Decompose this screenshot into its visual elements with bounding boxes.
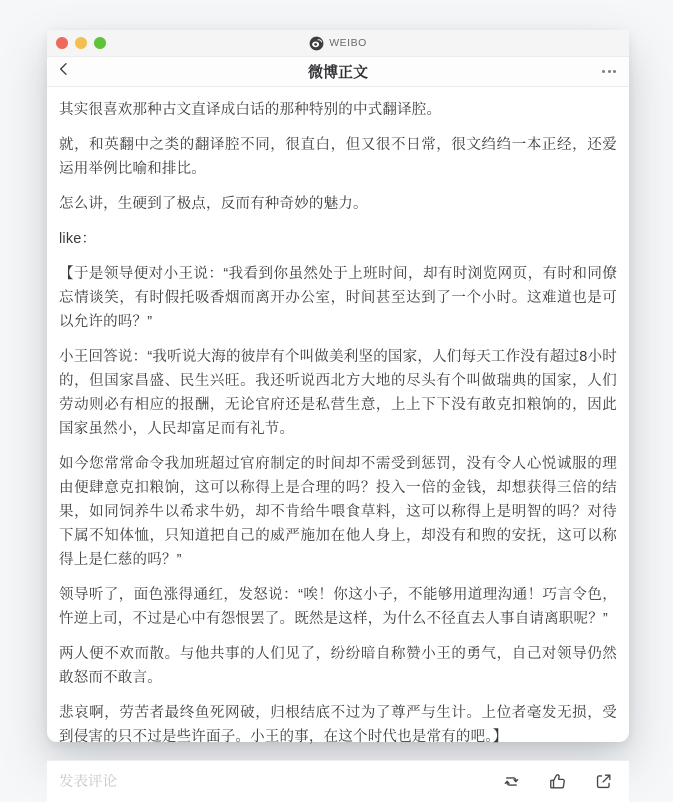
- ellipsis-icon: [602, 70, 605, 73]
- post-paragraph: 小王回答说：“我听说大海的彼岸有个叫做美利坚的国家，人们每天工作没有超过8小时的，但国家昌盛、民生兴旺。我还听说西北方大地的尽头有个叫做瑞典的国家，人们劳动则必有相应的报酬，无论官府还是私营生意，上上下下没有敢克扣粮饷的，因此国家虽然小，人民却富足而有礼节。: [59, 349, 617, 437]
- back-button[interactable]: [47, 57, 81, 86]
- more-options-button[interactable]: [589, 57, 629, 86]
- post-paragraph: 怎么讲，生硬到了极点，反而有种奇妙的魅力。: [59, 196, 368, 212]
- app-label: WEIBO: [329, 37, 367, 49]
- post-actions: [502, 772, 613, 791]
- post-content: [47, 87, 629, 760]
- weibo-window: [47, 30, 629, 745]
- post-paragraph: 【于是领导便对小王说：“我看到你虽然处于上班时间，却有时浏览网页，有时和同僚忘情谈笑，有时假托吸香烟而离开办公室，时间甚至达到了一个小时。这难道也是可以允许的吗？”: [59, 266, 617, 330]
- post-paragraph: 悲哀啊，劳苦者最终鱼死网破，归根结底不过为了尊严与生计。上位者毫发无损，受到侵害的只不过是些许面子。小王的事，在这个时代也是常有的吧。】: [59, 705, 617, 745]
- post-paragraph: 领导听了，面色涨得通红，发怒说：“唉！你这小子，不能够用道理沟通！巧言令色，忤逆上司，不过是心中有怨恨罢了。既然是这样，为什么不径直去人事自请离职呢？”: [59, 587, 617, 627]
- app-brand: [47, 36, 629, 51]
- zoom-button[interactable]: [94, 37, 106, 49]
- like-button[interactable]: [548, 772, 567, 791]
- post-paragraph: 两人便不欢而散。与他共事的人们见了，纷纷暗自称赞小王的勇气，自己对领导仍然敢怒而不敢言。: [59, 646, 617, 686]
- post-paragraph: 就，和英翻中之类的翻译腔不同，很直白，但又很不日常，很文绉绉一本正经，还爱运用举例比喻和排比。: [59, 137, 617, 177]
- close-button[interactable]: [56, 37, 68, 49]
- repost-icon: [502, 772, 521, 791]
- share-icon: [594, 772, 613, 791]
- share-button[interactable]: [594, 772, 613, 791]
- minimize-button[interactable]: [75, 37, 87, 49]
- traffic-lights: [56, 37, 106, 49]
- comment-bar: [47, 760, 629, 802]
- comment-input[interactable]: [59, 774, 502, 790]
- repost-button[interactable]: [502, 772, 521, 791]
- post-paragraph: 其实很喜欢那种古文直译成白话的那种特别的中式翻译腔。: [59, 102, 442, 118]
- post-paragraph: like：: [59, 231, 97, 247]
- post-paragraph: 如今您常常命令我加班超过官府制定的时间却不需受到惩罚，没有令人心悦诚服的理由便肆意克扣粮饷，这可以称得上是合理的吗？投入一倍的金钱，却想获得三倍的结果，如同饲养牛以希求牛奶，却不肯给牛喂食草料，这可以称得上是明智的吗？对待下属不知体恤，只知道把自己的威严施加在他人身上，却没有和煦的安抚，这可以称得上是仁慈的吗？”: [59, 456, 617, 568]
- page-title: 微博正文: [307, 64, 368, 81]
- thumbs-up-icon: [548, 772, 567, 791]
- chevron-left-icon: [56, 61, 72, 82]
- window-titlebar: [47, 30, 629, 57]
- weibo-logo-icon: [309, 36, 324, 51]
- navbar: [47, 57, 629, 87]
